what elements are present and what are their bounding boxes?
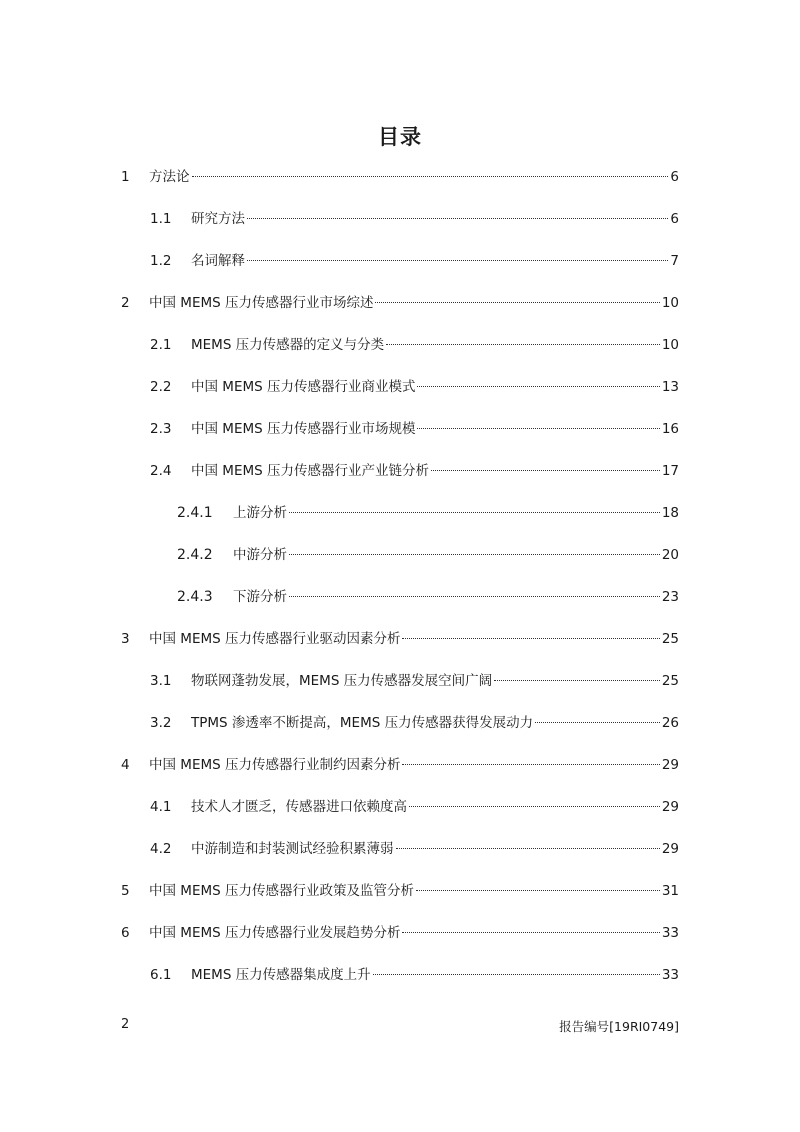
toc-entry-number: 2.2 [150,379,172,395]
toc-entry-number: 2.4.3 [177,589,213,605]
toc-leader-dots [535,722,660,723]
toc-leader-dots [289,554,660,555]
page-number: 2 [121,1017,130,1032]
toc-entry-page: 13 [661,379,679,395]
toc-entry-page: 20 [661,547,679,563]
toc-entry-title: 方法论 [149,169,190,185]
toc-entry[interactable] [177,503,679,523]
toc-entry-title: 中国 MEMS 压力传感器行业市场综述 [149,295,374,311]
toc-leader-dots [192,176,669,177]
toc-leader-dots [375,302,659,303]
toc-entry-title: MEMS 压力传感器集成度上升 [191,967,371,983]
toc-entry-title: 研究方法 [191,211,245,227]
toc-leader-dots [494,680,660,681]
toc-leader-dots [402,764,659,765]
toc-entry-number: 5 [121,883,130,899]
toc-entry-page: 7 [670,253,679,269]
toc-entry-page: 29 [661,757,679,773]
toc-entry[interactable] [121,293,679,313]
toc-entry-page: 6 [670,211,679,227]
toc-entry-title: 中国 MEMS 压力传感器行业驱动因素分析 [149,631,401,647]
toc-leader-dots [431,470,660,471]
toc-entry[interactable] [177,545,679,565]
toc-entry-number: 2.4.2 [177,547,213,563]
toc-entry-title: 技术人才匮乏，传感器进口依赖度高 [191,799,407,815]
toc-leader-dots [417,386,659,387]
toc-entry[interactable] [150,461,679,481]
toc-entry-number: 2 [121,295,130,311]
toc-entry-page: 6 [670,169,679,185]
toc-entry-page: 10 [661,295,679,311]
toc-entry-number: 1.1 [150,211,172,227]
toc-entry-number: 2.4.1 [177,505,213,521]
toc-entry-title: 中游制造和封装测试经验积累薄弱 [191,841,394,857]
toc-leader-dots [289,512,660,513]
toc-entry-number: 6 [121,925,130,941]
toc-entry-page: 17 [661,463,679,479]
toc-leader-dots [247,260,668,261]
toc-leader-dots [373,974,660,975]
toc-entry[interactable] [121,629,679,649]
toc-entry-number: 6.1 [150,967,172,983]
toc-entry[interactable] [121,755,679,775]
toc-entry[interactable] [150,671,679,691]
toc-leader-dots [386,344,660,345]
toc-leader-dots [402,932,659,933]
toc-entry-title: 中国 MEMS 压力传感器行业发展趋势分析 [149,925,401,941]
toc-entry-title: 下游分析 [233,589,287,605]
toc-entry-page: 23 [661,589,679,605]
toc-entry-title: 中国 MEMS 压力传感器行业制约因素分析 [149,757,401,773]
toc-entry[interactable] [150,419,679,439]
toc-entry-number: 1.2 [150,253,172,269]
toc-entry[interactable] [150,797,679,817]
toc-entry-number: 4.1 [150,799,172,815]
toc-entry[interactable] [150,965,679,985]
toc-leader-dots [396,848,660,849]
toc-leader-dots [247,218,668,219]
toc-entry-number: 2.3 [150,421,172,437]
toc-leader-dots [289,596,660,597]
toc-entry-title: 中国 MEMS 压力传感器行业产业链分析 [191,463,429,479]
toc-entry-page: 29 [661,841,679,857]
toc-entry-page: 33 [661,967,679,983]
toc-entry-page: 25 [661,631,679,647]
toc-entry[interactable] [121,167,679,187]
toc-entry[interactable] [150,377,679,397]
toc-entry-page: 10 [661,337,679,353]
toc-leader-dots [416,890,660,891]
toc-entry-number: 3.2 [150,715,172,731]
toc-entry[interactable] [150,251,679,271]
toc-entry[interactable] [177,587,679,607]
page-title: 目录 [378,125,422,149]
report-code: 报告编号[19RI0749] [559,1019,679,1034]
toc-entry-page: 18 [661,505,679,521]
toc-entry-number: 2.1 [150,337,172,353]
toc-entry-title: 物联网蓬勃发展，MEMS 压力传感器发展空间广阔 [191,673,493,689]
toc-entry-page: 31 [661,883,679,899]
toc-entry-page: 16 [661,421,679,437]
toc-entry-title: 名词解释 [191,253,245,269]
toc-entry-number: 3 [121,631,130,647]
toc-entry[interactable] [121,923,679,943]
toc-entry-page: 29 [661,799,679,815]
toc-entry-number: 4.2 [150,841,172,857]
toc-entry-number: 2.4 [150,463,172,479]
toc-entry-number: 3.1 [150,673,172,689]
toc-entry-number: 4 [121,757,130,773]
toc-entry-title: 中国 MEMS 压力传感器行业政策及监管分析 [149,883,414,899]
toc-entry-page: 33 [661,925,679,941]
toc-leader-dots [402,638,659,639]
toc-entry-number: 1 [121,169,130,185]
toc-entry-page: 25 [661,673,679,689]
toc-entry-page: 26 [661,715,679,731]
toc-entry[interactable] [150,335,679,355]
toc-entry-title: MEMS 压力传感器的定义与分类 [191,337,385,353]
toc-entry[interactable] [150,713,679,733]
toc-leader-dots [409,806,660,807]
toc-leader-dots [417,428,659,429]
toc-entry-title: 中国 MEMS 压力传感器行业商业模式 [191,379,416,395]
toc-entry-title: 上游分析 [233,505,287,521]
toc-entry-title: 中游分析 [233,547,287,563]
toc-entry[interactable] [121,881,679,901]
toc-entry-title: TPMS 渗透率不断提高，MEMS 压力传感器获得发展动力 [191,715,534,731]
toc-entry[interactable] [150,839,679,859]
toc-entry-title: 中国 MEMS 压力传感器行业市场规模 [191,421,416,437]
toc-entry[interactable] [150,209,679,229]
